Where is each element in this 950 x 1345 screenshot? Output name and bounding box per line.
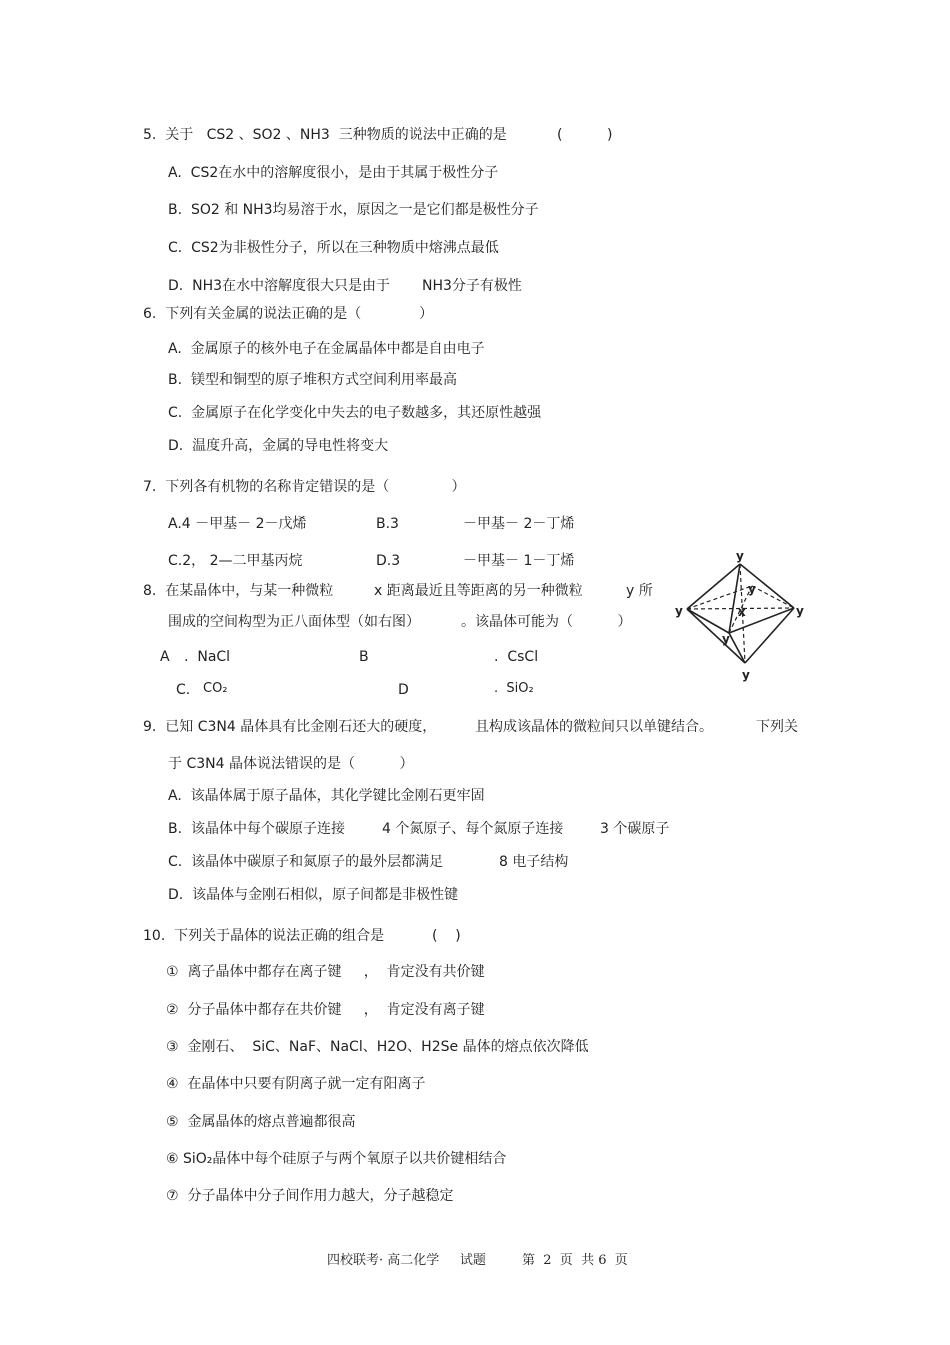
q9-stem-part2: 且构成该晶体的微粒间只以单键结合。 <box>475 719 713 735</box>
q10-statement-6: ⑥ SiO₂晶体中每个硅原子与两个氧原子以共价键相结合 <box>166 1151 507 1167</box>
label-y-front: y <box>722 632 730 646</box>
q9-option-d: D. 该晶体与金刚石相似，原子间都是非极性键 <box>168 887 459 903</box>
q10-stem: 10. 下列关于晶体的说法正确的组合是 <box>143 928 385 944</box>
edge-back-right <box>752 586 794 608</box>
q8-option-a-text: . NaCl <box>184 649 231 665</box>
q5-stem: 5. 关于 CS2 、SO2 、NH3 三种物质的说法中正确的是 <box>143 127 507 143</box>
q10-statement-3: ③ 金刚石、 SiC、NaF、NaCl、H2O、H2Se 晶体的熔点依次降低 <box>166 1039 589 1055</box>
q8-option-d-letter: D <box>398 682 409 698</box>
edge-bottom-front <box>729 633 745 663</box>
q10-answer-paren: ( ) <box>432 928 461 944</box>
q6-option-b: B. 镁型和铜型的原子堆积方式空间利用率最高 <box>168 372 457 388</box>
q8-line2-part1: 围成的空间构型为正八面体型（如右图） <box>168 614 420 630</box>
q9-option-b-part1: B. 该晶体中每个碳原子连接 <box>168 821 345 837</box>
q7-option-b-part2: －甲基－ 2－丁烯 <box>463 516 575 532</box>
q9-option-b-part3: 3 个碳原子 <box>600 821 670 837</box>
q9-stem-part1: 9. 已知 C3N4 晶体具有比金刚石还大的硬度， <box>143 719 437 735</box>
q9-option-b-part2: 4 个氮原子、每个氮原子连接 <box>382 821 564 837</box>
q7-option-d-part2: －甲基－ 1－丁烯 <box>463 553 575 569</box>
q9-option-c-part2: 8 电子结构 <box>499 854 569 870</box>
label-y-back: y <box>748 582 756 596</box>
q5-answer-paren: ( ) <box>557 127 613 143</box>
q6-option-c: C. 金属原子在化学变化中失去的电子数越多，其还原性越强 <box>168 405 542 421</box>
q7-option-a: A.4 －甲基－ 2－戊烯 <box>168 516 307 532</box>
q10-statement-4: ④ 在晶体中只要有阴离子就一定有阳离子 <box>166 1076 426 1092</box>
footer-page-number: 第 2 页 共 6 页 <box>522 1253 628 1268</box>
label-x-center: x <box>738 605 746 619</box>
footer-exam-name: 四校联考· 高二化学 试题 <box>327 1253 486 1268</box>
label-y-right: y <box>796 604 804 618</box>
q8-option-c-letter: C. <box>176 682 191 698</box>
edge-top-front <box>729 564 740 633</box>
q8-option-a-letter: A <box>160 649 170 665</box>
q7-stem: 7. 下列各有机物的名称肯定错误的是（ ） <box>143 479 466 495</box>
q6-option-d: D. 温度升高，金属的导电性将变大 <box>168 438 389 454</box>
q7-option-d-part1: D.3 <box>376 553 401 569</box>
label-y-top: y <box>736 549 744 563</box>
q8-option-b-letter: B <box>359 649 369 665</box>
q9-stem-part3: 下列关 <box>756 719 798 735</box>
q5-option-d-part1: D. NH3在水中溶解度很大只是由于 <box>168 278 391 294</box>
q5-option-d-part2: NH3分子有极性 <box>422 278 522 294</box>
q9-option-c-part1: C. 该晶体中碳原子和氮原子的最外层都满足 <box>168 854 444 870</box>
q8-stem-part3: y 所 <box>626 583 653 599</box>
q10-statement-5: ⑤ 金属晶体的熔点普遍都很高 <box>166 1114 356 1130</box>
octahedron-figure <box>672 548 812 688</box>
label-y-bottom: y <box>742 668 750 682</box>
q8-stem-part1: 8. 在某晶体中，与某一种微粒 <box>143 583 334 599</box>
q6-stem: 6. 下列有关金属的说法正确的是（ ） <box>143 306 434 322</box>
q8-option-d-text: . SiO₂ <box>494 681 534 696</box>
q7-option-b-part1: B.3 <box>376 516 399 532</box>
q8-option-c-text: CO₂ <box>203 681 228 696</box>
label-y-left: y <box>675 604 683 618</box>
q7-option-c: C.2， 2—二甲基丙烷 <box>168 553 303 569</box>
q8-option-b-text: . CsCl <box>494 649 539 665</box>
q5-option-a: A. CS2在水中的溶解度很小，是由于其属于极性分子 <box>168 165 499 181</box>
q10-statement-7: ⑦ 分子晶体中分子间作用力越大，分子越稳定 <box>166 1188 454 1204</box>
q6-option-a: A. 金属原子的核外电子在金属晶体中都是自由电子 <box>168 341 485 357</box>
q9-option-a: A. 该晶体属于原子晶体，其化学键比金刚石更牢固 <box>168 788 485 804</box>
q5-option-b: B. SO2 和 NH3均易溶于水，原因之一是它们都是极性分子 <box>168 202 539 218</box>
edge-bottom-right <box>745 608 794 663</box>
edge-top-left <box>687 564 740 609</box>
q8-line2-part2: 。该晶体可能为（ ） <box>461 614 632 630</box>
q10-statement-2: ② 分子晶体中都存在共价键 ， 肯定没有离子键 <box>166 1002 485 1018</box>
q10-statement-1: ① 离子晶体中都存在离子键 ， 肯定没有共价键 <box>166 964 485 980</box>
q9-line2: 于 C3N4 晶体说法错误的是（ ） <box>168 756 414 772</box>
q5-option-c: C. CS2为非极性分子，所以在三种物质中熔沸点最低 <box>168 240 499 256</box>
q8-stem-part2: x 距离最近且等距离的另一种微粒 <box>374 583 583 599</box>
